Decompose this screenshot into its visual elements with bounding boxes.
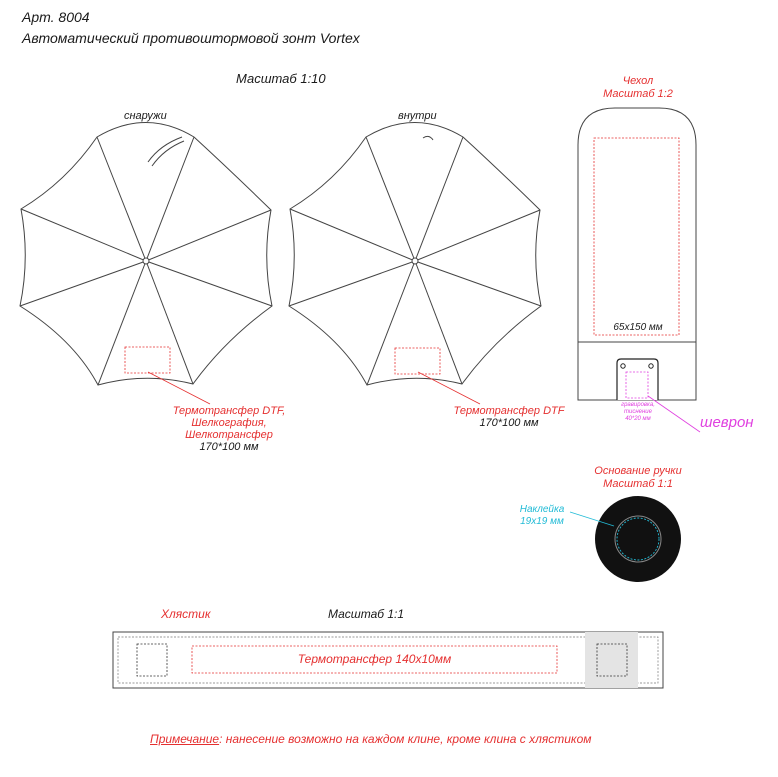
patch-note-line-2: тиснение xyxy=(624,409,652,415)
handle-base-title-line-2: Масштаб 1:1 xyxy=(603,478,673,490)
strap-print-label: Термотрансфер 140х10мм xyxy=(297,652,452,666)
cover-title-line-1: Чехол xyxy=(622,75,654,87)
patch-tab xyxy=(617,359,658,400)
cover-title xyxy=(590,75,686,101)
patch-note-line-3: 40*20 мм xyxy=(625,416,651,422)
handle-base-title-line-1: Основание ручки xyxy=(594,465,682,477)
strap-label: Хлястик xyxy=(161,607,211,621)
strap-scale-label: Масштаб 1:1 xyxy=(328,607,405,621)
article-number: Арт. 8004 xyxy=(22,9,90,25)
outside-method-size: 170*100 мм xyxy=(199,441,259,453)
cover-print-size: 65х150 мм xyxy=(613,322,663,333)
inside-method-label xyxy=(446,405,572,429)
sticker-label-line-2: 19х19 мм xyxy=(520,516,564,527)
handle-base xyxy=(595,496,681,582)
inside-method-size: 170*100 мм xyxy=(479,417,539,429)
sticker-label xyxy=(510,504,574,528)
inside-view-label: внутри xyxy=(398,110,437,122)
outside-view-label: снаружи xyxy=(124,110,167,122)
outside-method-line-1: Термотрансфер DTF, xyxy=(172,405,286,417)
umbrella-outside-canopy xyxy=(20,123,272,386)
main-scale-label: Масштаб 1:10 xyxy=(236,71,326,86)
patch-note-line-1: гравировка, xyxy=(621,402,655,408)
handle-base-title xyxy=(580,465,696,491)
outside-method-label xyxy=(166,405,292,453)
inside-method-line-1: Термотрансфер DTF xyxy=(453,405,565,417)
umbrella-inside-canopy xyxy=(289,123,541,386)
patch-note xyxy=(608,402,668,423)
footer-note-text: : нанесение возможно на каждом клине, кроме клина с хлястиком xyxy=(219,732,592,746)
outside-method-line-3: Шелкотрансфер xyxy=(185,429,273,441)
outside-method-line-2: Шелкография, xyxy=(191,417,267,429)
footer-note xyxy=(150,732,591,746)
footer-note-prefix: Примечание xyxy=(150,732,220,746)
cover-title-line-2: Масштаб 1:2 xyxy=(603,88,673,100)
sticker-label-line-1: Наклейка xyxy=(519,504,565,515)
product-title: Автоматический противоштормовой зонт Vortex xyxy=(22,30,360,46)
cover-outline xyxy=(578,108,696,400)
patch-label: шеврон xyxy=(700,414,754,431)
